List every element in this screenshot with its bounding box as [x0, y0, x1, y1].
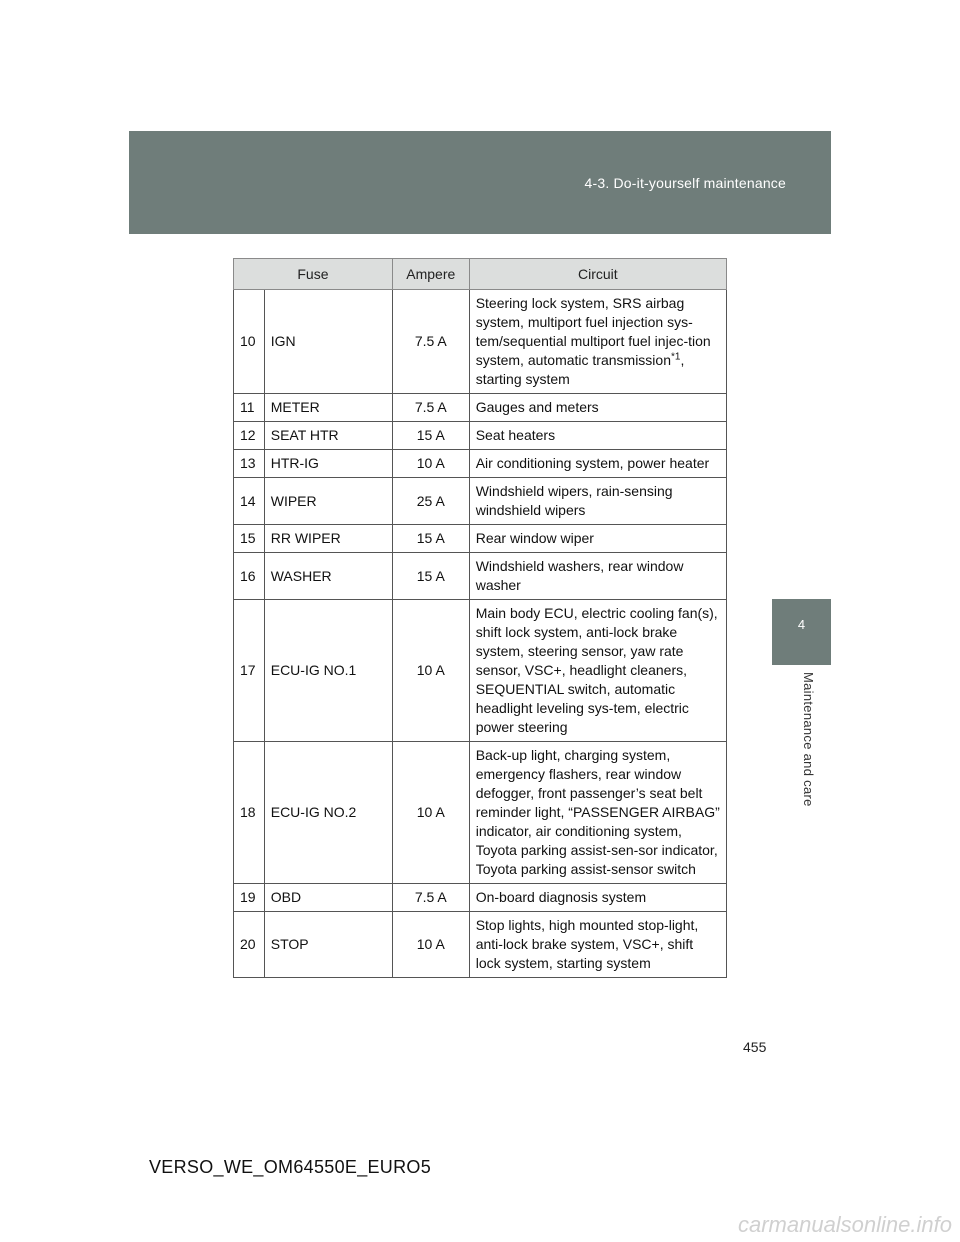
fuse-circuit: Windshield washers, rear window washer: [469, 553, 726, 600]
header-band: [129, 131, 831, 234]
fuse-circuit: Air conditioning system, power heater: [469, 450, 726, 478]
table-row: [234, 422, 727, 450]
fuse-number: 17: [234, 600, 265, 742]
page-number: 455: [743, 1039, 767, 1055]
fuse-name: SEAT HTR: [264, 422, 392, 450]
circuit-text: Steering lock system, SRS airbag system, multiport fuel injection sys-tem/sequential multiport fuel injec-tion system, automatic transmission: [475, 295, 711, 368]
fuse-table: [233, 258, 727, 978]
fuse-ampere: 10 A: [392, 450, 469, 478]
fuse-name: OBD: [264, 884, 392, 912]
fuse-ampere: 15 A: [392, 553, 469, 600]
fuse-name: IGN: [264, 290, 392, 394]
table-row: [234, 600, 727, 742]
fuse-name: RR WIPER: [264, 525, 392, 553]
fuse-ampere: 7.5 A: [392, 290, 469, 394]
fuse-ampere: 10 A: [392, 742, 469, 884]
fuse-circuit: Rear window wiper: [469, 525, 726, 553]
fuse-number: 15: [234, 525, 265, 553]
fuse-number: 10: [234, 290, 265, 394]
fuse-circuit: On-board diagnosis system: [469, 884, 726, 912]
chapter-tab: [772, 599, 831, 665]
circuit-column-header: Circuit: [469, 259, 726, 290]
fuse-ampere: 10 A: [392, 912, 469, 978]
table-row: [234, 450, 727, 478]
fuse-name: METER: [264, 394, 392, 422]
fuse-name: STOP: [264, 912, 392, 978]
fuse-circuit: Main body ECU, electric cooling fan(s), shift lock system, anti-lock brake system, steering sensor, yaw rate sensor, VSC+, headlight cleaners, SEQUENTIAL switch, automatic headlight leveling sys-tem, electric power steering: [469, 600, 726, 742]
fuse-circuit: [469, 290, 726, 394]
table-row: [234, 553, 727, 600]
table-row: [234, 394, 727, 422]
fuse-ampere: 15 A: [392, 422, 469, 450]
fuse-ampere: 10 A: [392, 600, 469, 742]
fuse-number: 11: [234, 394, 265, 422]
fuse-name: ECU-IG NO.1: [264, 600, 392, 742]
table-row: [234, 912, 727, 978]
table-header-row: [234, 259, 727, 290]
table-row: [234, 290, 727, 394]
fuse-name: WIPER: [264, 478, 392, 525]
fuse-circuit: Gauges and meters: [469, 394, 726, 422]
fuse-number: 19: [234, 884, 265, 912]
footnote-marker: *1: [671, 351, 681, 363]
fuse-name: WASHER: [264, 553, 392, 600]
table-row: [234, 478, 727, 525]
fuse-name: ECU-IG NO.2: [264, 742, 392, 884]
fuse-number: 14: [234, 478, 265, 525]
fuse-circuit: Stop lights, high mounted stop-light, anti-lock brake system, VSC+, shift lock system, starting system: [469, 912, 726, 978]
section-title: 4-3. Do-it-yourself maintenance: [584, 175, 786, 191]
table-row: [234, 884, 727, 912]
fuse-number: 18: [234, 742, 265, 884]
ampere-column-header: Ampere: [392, 259, 469, 290]
fuse-ampere: 7.5 A: [392, 394, 469, 422]
circuit-text-tail: , starting system: [475, 352, 685, 387]
table-row: [234, 742, 727, 884]
fuse-number: 16: [234, 553, 265, 600]
fuse-ampere: 7.5 A: [392, 884, 469, 912]
chapter-label: Maintenance and care: [801, 672, 816, 807]
fuse-ampere: 15 A: [392, 525, 469, 553]
fuse-ampere: 25 A: [392, 478, 469, 525]
fuse-number: 12: [234, 422, 265, 450]
fuse-number: 13: [234, 450, 265, 478]
fuse-number: 20: [234, 912, 265, 978]
fuse-name: HTR-IG: [264, 450, 392, 478]
table-row: [234, 525, 727, 553]
fuse-circuit: Windshield wipers, rain-sensing windshield wipers: [469, 478, 726, 525]
fuse-circuit: Back-up light, charging system, emergency flashers, rear window defogger, front passenger’s seat belt reminder light, “PASSENGER AIRBAG” indicator, air conditioning system, Toyota parking assist-sen-sor indicator, Toyota parking assist-sensor switch: [469, 742, 726, 884]
fuse-circuit: Seat heaters: [469, 422, 726, 450]
chapter-number: 4: [797, 617, 806, 632]
fuse-column-header: Fuse: [234, 259, 393, 290]
document-code: VERSO_WE_OM64550E_EURO5: [149, 1157, 432, 1177]
watermark: carmanualsonline.info: [737, 1212, 952, 1237]
